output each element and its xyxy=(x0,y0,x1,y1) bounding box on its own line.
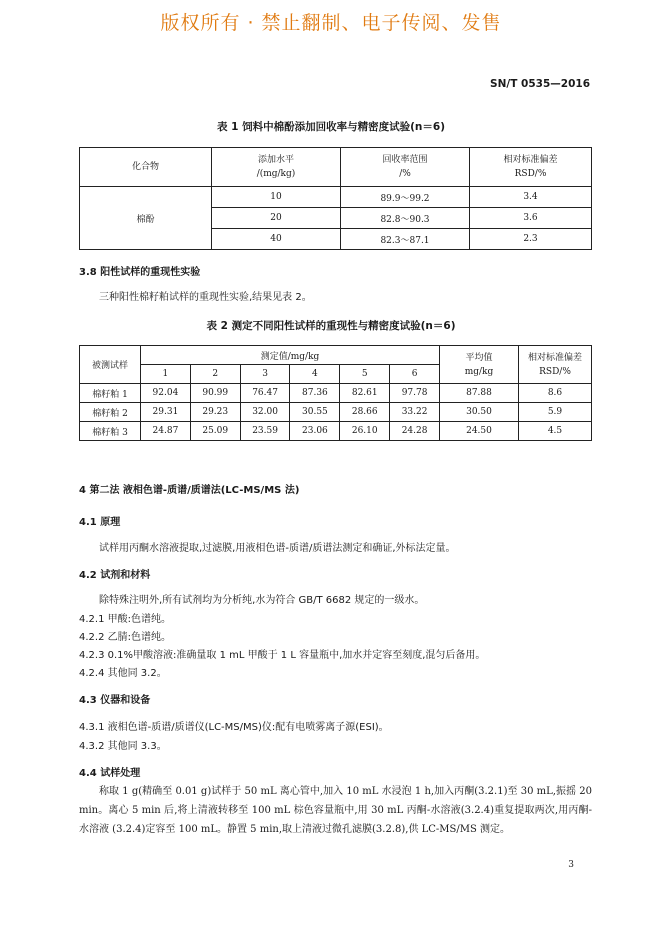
table-cell: 2.3 xyxy=(470,229,592,250)
table-cell: 90.99 xyxy=(190,384,240,403)
section-4-2-title: 4.2 试剂和材料 xyxy=(79,570,151,581)
table1-header-rsd: 相对标准偏差 RSD/% xyxy=(470,148,592,187)
table2-sample-name: 棉籽粕 2 xyxy=(80,403,141,422)
table-cell: 82.8～90.3 xyxy=(341,208,470,229)
section-4-3-2: 4.3.2 其他同 3.3。 xyxy=(79,741,167,752)
table-cell: 23.59 xyxy=(240,422,290,441)
table2-col-header: 1 xyxy=(141,365,191,384)
table2-col-header: 4 xyxy=(290,365,340,384)
section-4-2-3: 4.2.3 0.1%甲酸溶液:准确量取 1 mL 甲酸于 1 L 容量瓶中,加水并定容至刻度,混匀后备用。 xyxy=(79,650,486,661)
table-cell: 97.78 xyxy=(390,384,440,403)
table-cell: 87.36 xyxy=(290,384,340,403)
table2-header-rsd: 相对标准偏差 RSD/% xyxy=(519,346,592,384)
section-4-3-title: 4.3 仪器和设备 xyxy=(79,695,151,706)
table-row xyxy=(80,422,592,441)
watermark: 版权所有 · 禁止翻制、电子传阅、发售 xyxy=(160,12,502,34)
table-cell: 32.00 xyxy=(240,403,290,422)
table-row xyxy=(80,403,592,422)
table-cell: 40 xyxy=(212,229,341,250)
table1-compound: 棉酚 xyxy=(80,187,212,250)
table-cell: 30.50 xyxy=(440,403,519,422)
table-cell: 4.5 xyxy=(519,422,592,441)
table-cell: 24.50 xyxy=(440,422,519,441)
table-cell: 29.31 xyxy=(141,403,191,422)
section-3-8-text: 三种阳性棉籽粕试样的重现性实验,结果见表 2。 xyxy=(99,292,312,303)
section-3-8-title: 3.8 阳性试样的重现性实验 xyxy=(79,267,201,278)
section-4-1-title: 4.1 原理 xyxy=(79,517,121,528)
section-4-3-1: 4.3.1 液相色谱-质谱/质谱仪(LC-MS/MS)仪:配有电喷雾离子源(ESI)。 xyxy=(79,722,389,733)
section-4-1-text: 试样用丙酮水溶液提取,过滤膜,用液相色谱-质谱/质谱法测定和确证,外标法定量。 xyxy=(99,543,456,554)
table-cell: 3.6 xyxy=(470,208,592,229)
section-4-4-text: 称取 1 g(精确至 0.01 g)试样于 50 mL 离心管中,加入 10 mL 水浸泡 1 h,加入丙酮(3.2.1)至 30 mL,振摇 20 min。离心 5 min 后,将上清液转移至 100 mL 棕色容量瓶中,用 30 mL 丙酮-水溶液(3.2.4)重复提取两次,用丙酮-水溶液 (3.2.4)定容至 100 mL。静置 5 min,取上清液过微孔滤膜(3.2.8),供 LC-MS/MS 测定。 xyxy=(79,786,592,835)
table-cell: 26.10 xyxy=(340,422,390,441)
table2-col-header: 2 xyxy=(190,365,240,384)
table1 xyxy=(79,147,592,250)
table-cell: 82.61 xyxy=(340,384,390,403)
table-cell: 89.9～99.2 xyxy=(341,187,470,208)
section-4-2-4: 4.2.4 其他同 3.2。 xyxy=(79,668,167,679)
table-cell: 28.66 xyxy=(340,403,390,422)
table1-caption: 表 1 饲料中棉酚添加回收率与精密度试验(n＝6) xyxy=(217,121,445,133)
table-row xyxy=(80,187,592,208)
section-4-2-2: 4.2.2 乙腈:色谱纯。 xyxy=(79,632,171,643)
table1-header-compound: 化合物 xyxy=(80,148,212,187)
table2-header-sample: 被测试样 xyxy=(80,346,141,384)
table2-sample-name: 棉籽粕 1 xyxy=(80,384,141,403)
section-4-2-1: 4.2.1 甲酸:色谱纯。 xyxy=(79,614,171,625)
table2-header-mean: 平均值 mg/kg xyxy=(440,346,519,384)
page-number: 3 xyxy=(568,860,574,870)
table2 xyxy=(79,345,592,441)
table2-sample-name: 棉籽粕 3 xyxy=(80,422,141,441)
table2-col-header: 5 xyxy=(340,365,390,384)
table-cell: 82.3～87.1 xyxy=(341,229,470,250)
table-cell: 3.4 xyxy=(470,187,592,208)
section-4-title: 4 第二法 液相色谱-质谱/质谱法(LC-MS/MS 法) xyxy=(79,485,300,496)
table-cell: 24.28 xyxy=(390,422,440,441)
table-cell: 30.55 xyxy=(290,403,340,422)
table-cell: 33.22 xyxy=(390,403,440,422)
section-4-4-title: 4.4 试样处理 xyxy=(79,768,141,779)
table-cell: 87.88 xyxy=(440,384,519,403)
section-4-2-intro: 除特殊注明外,所有试剂均为分析纯,水为符合 GB/T 6682 规定的一级水。 xyxy=(99,595,425,606)
table1-header-recovery: 回收率范围 /% xyxy=(341,148,470,187)
table1-header-level: 添加水平 /(mg/kg) xyxy=(212,148,341,187)
table-cell: 25.09 xyxy=(190,422,240,441)
document-code: SN/T 0535—2016 xyxy=(490,78,590,90)
table-cell: 8.6 xyxy=(519,384,592,403)
table-cell: 23.06 xyxy=(290,422,340,441)
table2-col-header: 6 xyxy=(390,365,440,384)
table-cell: 20 xyxy=(212,208,341,229)
table2-header-measured: 测定值/mg/kg xyxy=(141,346,440,365)
table-row xyxy=(80,384,592,403)
table-cell: 92.04 xyxy=(141,384,191,403)
table2-caption: 表 2 测定不同阳性试样的重现性与精密度试验(n＝6) xyxy=(206,320,456,332)
table-cell: 24.87 xyxy=(141,422,191,441)
table-cell: 10 xyxy=(212,187,341,208)
table-cell: 5.9 xyxy=(519,403,592,422)
table-cell: 29.23 xyxy=(190,403,240,422)
table-cell: 76.47 xyxy=(240,384,290,403)
table2-col-header: 3 xyxy=(240,365,290,384)
